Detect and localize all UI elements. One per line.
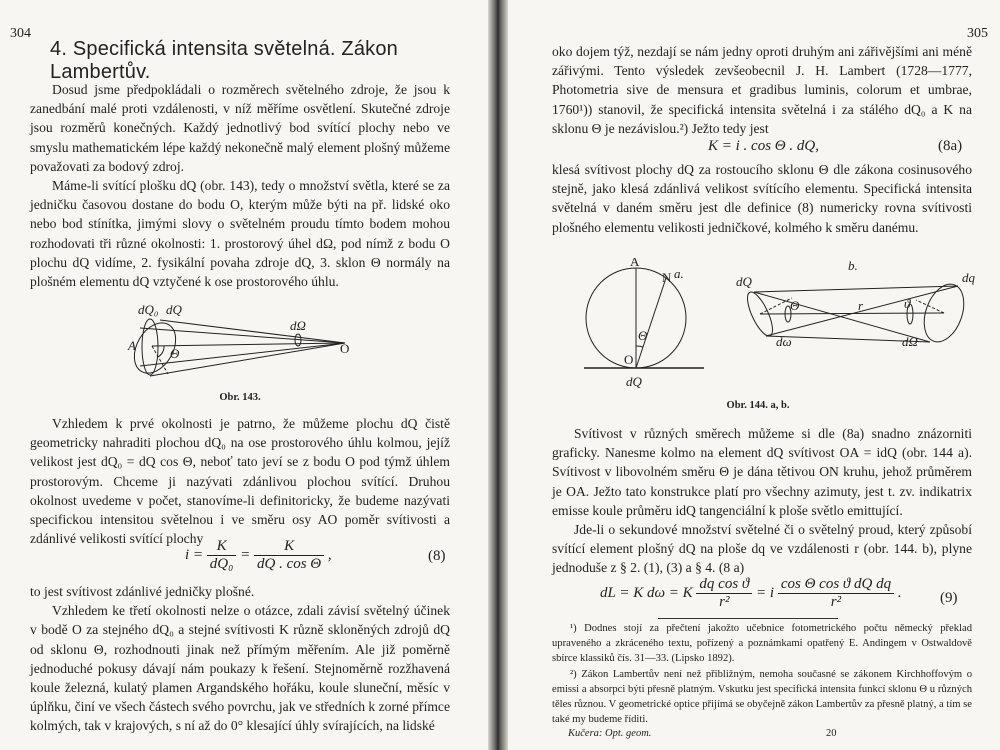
- label-theta-1: Θ: [790, 298, 800, 313]
- eq8-fraction-1: [207, 538, 237, 573]
- right-text-block-3: [552, 424, 972, 578]
- label-N: N: [662, 270, 672, 285]
- right-text-block-2: [552, 160, 972, 237]
- figure-143-caption: Obr. 143.: [219, 392, 261, 403]
- footer-sheet-number: 20: [826, 728, 837, 739]
- label-b: b.: [848, 258, 858, 273]
- eq8-fraction-2: [254, 538, 324, 573]
- normal-dq: [916, 300, 944, 313]
- figure-144-caption: Obr. 144. a, b.: [726, 400, 790, 411]
- left-text-block-3: [30, 582, 450, 736]
- book-gutter: [488, 0, 508, 750]
- eq8-equal: =: [240, 546, 251, 563]
- eq8-den-2: dQ . cos Θ: [256, 556, 322, 572]
- label-dOmega: dΩ: [290, 318, 306, 333]
- equation-8: [185, 538, 385, 573]
- right-text-block-1: [552, 42, 972, 138]
- left-page: [0, 0, 488, 750]
- paragraph: oko dojem týž, nezdají se nám jedny oproti druhým ani zářivějšími ani méně zářivými. Tento výsledek zevšeobecnil J. H. Lambert (1728—1777, Photometria sive de mensura et gradibus luminis, colorum et umbrae, 1760¹)) stanovil, že specifická intensita světelná i za stálého dQ₀ a K na sklonu Θ je nezávislou.²) Ježto tedy jest: [552, 44, 972, 136]
- paragraph: to jest svítivost zdánlivé jedničky plošné.: [30, 584, 255, 599]
- paragraph: Máme-li svítící plošku dQ (obr. 143), tedy o množství světla, které se za jedničku časovou dostane do bodu O, kterým může býti na př. lidské oko nebo bod stínítka, jimými slovy o světelném proudu tímto bodem mohou rozhodovati tři různé okolnosti: 1. prostorový úhel dΩ, pod nímž z bodu O plochu dQ vidíme, 2. fysikální povaha zdroje dQ, 3. sklon Θ normály na plošném elementu dQ vztyčené k ose prostorového úhlu.: [30, 178, 450, 290]
- equation-9-number: (9): [940, 590, 958, 606]
- chord-ON: [636, 278, 666, 368]
- eq9-den-2: r²: [830, 594, 842, 610]
- eq8-num-1: K: [207, 538, 237, 556]
- right-page: [508, 0, 1000, 750]
- eq9-den-1: r²: [719, 594, 730, 610]
- label-dQ0: dQ₀: [138, 302, 159, 317]
- axis-r: [760, 313, 944, 314]
- footnote-2: ²) Zákon Lambertův není než přibližným, nemoha současné se zákonem Kirchhoffovým o emissi a absorpci býti přesně platným. Vskutku jest specifická intensita funkcí sklonu Θ u různých těles různou. V geometrické optice přijímá se obyčejně zákon Lambertův za přesně platný, a tím se také my budeme říditi.: [552, 669, 972, 725]
- figure-144b: [730, 258, 990, 378]
- label-O: O: [624, 352, 634, 367]
- paragraph: Vzhledem k prvé okolnosti je patrno, že můžeme plochu dQ čistě geometricky nahraditi plochou dQ₀ na ose prostorového úhlu kolmou, jejíž velikost jest dQ₀ = dQ cos Θ, neboť tato jeví se z bodu O pod týmž úhlem prostorovým. Chceme ji nazývati zdánlivou plochou svítící. Druhou okolnost uvedeme v počet, stanovíme-li definitoricky, že budeme nazývati specifickou intensitou světelnou i ve směru osy AO poměr svítivosti a zdánlivé velikosti svítící plochy: [30, 416, 450, 547]
- label-dQ: dQ: [626, 374, 642, 389]
- paragraph: Dosud jsme předpokládali o rozměrech světelného zdroje, že jsou k zanedbání malé proti vzdálenosti, v níž měříme osvětlení. Skutečné zdroje jsou rozměrů konečných. Každý jednotlivý bod svítící plochy nebo ve smyslu mathematickém lépe každý nekonečně malý element plošný můžeme považovati za bodový zdroj.: [30, 82, 450, 174]
- label-theta: Θ: [170, 346, 180, 361]
- eq9-fraction-1: [696, 576, 752, 611]
- angle-arc: [636, 346, 643, 347]
- label-A: A: [630, 258, 640, 269]
- eq9-lhs: dL = K dω = K: [600, 584, 693, 601]
- label-a: a.: [674, 266, 684, 281]
- equation-8-number: (8): [428, 548, 446, 564]
- footnote-rule: [658, 618, 838, 619]
- figure-144a: [564, 258, 724, 398]
- axis-AO: [152, 343, 345, 346]
- figure-143: [100, 298, 380, 398]
- eq9-fraction-2: [778, 576, 894, 611]
- cone-line: [754, 286, 958, 292]
- equation-8a-number: (8a): [938, 138, 963, 154]
- equation-8a: K = i . cos Θ . dQ,: [708, 138, 819, 154]
- footer-signature: Kučera: Opt. geom.: [568, 728, 652, 739]
- paragraph: klesá svítivost plochy dQ za rostoucího sklonu Θ dle zákona cosinusového stejně, jako klesá zdánlivá velikost svítícího elementu. Specifická intensita světelná v daném směru jest dle definice (8) numericky rovna svítivosti plošného elementu velikosti jedničkové, kolmého k směru danému.: [552, 162, 972, 235]
- section-title: 4. Specifická intensita světelná. Zákon Lambertův.: [50, 38, 398, 83]
- paragraph: Vzhledem ke třetí okolnosti nelze o otázce, zdali závisí světelný účinek v bodě O za stejného dQ₀ a stejné svítivosti K různě skloněných zdrojů dQ od sklonu Θ, rozhodnouti jinak než přímým měřením. Ale již poměrně jednoduché pokusy dávají nám poukazy k řešení. Stejnoměrně rozžhavená koule železná, kulatý plamen Argandského hořáku, koule sluneční, měsíc v úplňku, činí ve všech částech svého povrchu, jak ve středních k zorné přímce kolmých, tak v krajových, s ní až do 0° klesající úhly svírajících, na lidské: [30, 603, 450, 734]
- label-dQ: dQ: [736, 274, 752, 289]
- angle-arc: [158, 346, 164, 357]
- eq9-num-1: dq cos ϑ: [696, 576, 752, 594]
- eq8-num-2: K: [254, 538, 324, 556]
- footnotes: [552, 622, 972, 730]
- left-text-block-1: [30, 80, 450, 291]
- eq8-den-1: dQ₀: [209, 556, 234, 572]
- label-dOmega: dΩ: [902, 334, 918, 349]
- label-dQ: dQ: [166, 302, 182, 317]
- label-domega: dω: [776, 334, 792, 349]
- label-r: r: [858, 298, 864, 313]
- page-number-right: 305: [967, 26, 988, 41]
- footnote-1: ¹) Dodnes stojí za přečtení jakožto učebnice fotometrického počtu německý překlad upraveného a zkráceného textu, pořízený a poznámkami opatřený E. Andingem v Ostwaldově sbírce klassiků čís. 31—33. (Lipsko 1892).: [552, 623, 972, 664]
- page-number-left: 304: [10, 26, 31, 41]
- label-O: O: [340, 341, 350, 356]
- paragraph: Svítivost v různých směrech můžeme si dle (8a) snadno znázorniti graficky. Nanesme kolmo na element dQ svítivost OA = idQ (obr. 144 a). Svítivost v libovolném směru Θ je dána tětivou ON kruhu, jehož průměrem je OA. Ježto tato konstrukce platí pro všechny azimuty, jest t. zv. indikatrix emisse koule průměru idQ tangenciální k ploše světlo emittující.: [552, 426, 972, 518]
- eq9-mid: = i: [756, 584, 775, 601]
- eq9-tail: .: [897, 584, 902, 601]
- label-theta: Θ: [638, 328, 648, 343]
- paragraph: Jde-li o sekundové množství světelné či o světelný proud, který způsobí svítící element plošný dQ na ploše dq ve vzdálenosti r (obr. 144. b), plyne jednoduše z § 2. (1), (3) a § 4. (8 a): [552, 522, 972, 576]
- eq8-tail: ,: [327, 546, 332, 563]
- label-theta-2: ϑ: [904, 296, 911, 311]
- equation-9: [600, 576, 902, 611]
- label-A: A: [128, 338, 136, 353]
- label-dq: dq: [962, 270, 975, 285]
- eq9-num-2: cos Θ cos ϑ dQ dq: [778, 576, 894, 594]
- eq8-lhs: i =: [185, 546, 204, 563]
- left-text-block-2: [30, 414, 450, 548]
